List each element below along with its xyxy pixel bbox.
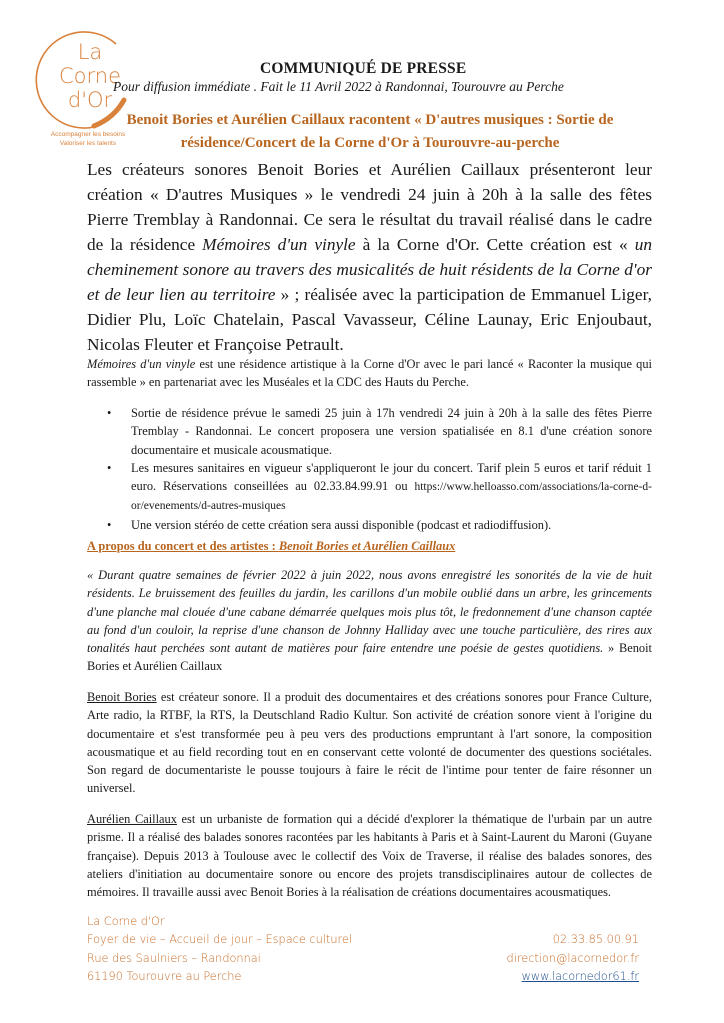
footer-website-link[interactable]: www.lacornedor61.fr bbox=[521, 969, 639, 983]
press-release-subtitle: Pour diffusion immédiate . Fait le 11 Avril 2022 à Randonnai, Tourouvre au Perche bbox=[113, 79, 564, 94]
footer-org: La Corne d'Or bbox=[87, 915, 165, 928]
bullet-item bbox=[87, 404, 652, 459]
bullet-icon: • bbox=[107, 406, 112, 420]
bio-aurelien-caillaux bbox=[87, 810, 652, 901]
logo-line-3: d'Or bbox=[67, 88, 113, 112]
lead-paragraph bbox=[87, 157, 652, 357]
bullet-item bbox=[87, 516, 652, 534]
bullet-icon: • bbox=[107, 517, 112, 532]
lead-text-2: à la Corne d'Or. Cette création est « bbox=[355, 235, 635, 254]
lead-italic-1: Mémoires d'un vinyle bbox=[202, 235, 356, 254]
bullet-icon: • bbox=[107, 460, 112, 475]
quote-text: « Durant quatre semaines de février 2022 à juin 2022, nous avons enregistré les sonorités de la vie de huit résidents. Le bruissement des feuilles du jardin, les carillons d'un mobile oublié dans un arbre, les grincements d'une planche mal clouée d'une cabane démarrée quelques mois plus tôt, le fredonnement d'une chanson captée au fond d'un couloir, la reprise d'une chanson de Johnny Halliday avec une touche particulière, des rires aux tonalités haut perchées sont autant de matières pour faire entendre une poésie de gestes quotidiens. bbox=[87, 568, 652, 656]
bullet-text: Les mesures sanitaires en vigueur s'appliqueront le jour du concert. Tarif plein 5 euros et tarif réduit 1 euro. Réservations conseillées au 02.33.84.99.91 ou bbox=[131, 460, 652, 494]
lead-text-1: Les créateurs sonores Benoit Bories et Aurélien Caillaux présenteront leur création « D'autres Musiques » le vendredi 24 juin à 20h à la salle des fêtes Pierre Tremblay à Randonnai. Ce sera le résultat du travail réalisé dans le cadre de la résidence bbox=[87, 160, 652, 254]
bio-benoit-bories bbox=[87, 688, 652, 798]
logo-wordmark bbox=[50, 40, 130, 112]
info-bullet-list bbox=[87, 404, 652, 534]
footer-contact bbox=[507, 931, 639, 986]
logo-tagline-1: Accompagner les besoins bbox=[50, 131, 126, 138]
bio-text: est créateur sonore. Il a produit des documentaires et des créations sonores pour France Culture, Arte radio, la RTBF, la RTS, la Deutschland Radio Kultur. Son activité de création sonore vient à l'origine du documentaire et s'est transformée peu à peu vers des productions empruntant à l'art sonore, la composition acousmatique et au field recording tout en en conservant cette volonté de documenter des questions sociétales. Son regard de documentariste le pousse toujours à faire le récit de l'intime pour tenter de faire résonner un universel. bbox=[87, 690, 652, 796]
bullet-text: Une version stéréo de cette création sera aussi disponible (podcast et radiodiffusion). bbox=[131, 517, 552, 532]
logo-tagline-2: Valoriser les talents bbox=[59, 140, 117, 147]
footer-phone: 02.33.85.00.91 bbox=[552, 933, 639, 947]
intro-italic: Mémoires d'un vinyle bbox=[87, 357, 196, 371]
lead-text-3: » ; réalisée avec la participation de Emmanuel Liger, Didier Plu, Loïc Chatelain, Pascal Vavasseur, Céline Launay, Eric Enjoubaut, Nicolas Fleuter et Françoise Petrault. bbox=[87, 285, 652, 354]
footer-services: Foyer de vie – Accueil de jour – Espace culturel bbox=[87, 933, 352, 947]
bio-text: est un urbaniste de formation qui a décidé d'explorer la thématique de l'urbain par un autre prisme. Il a réalisé des balades sonores racontées par les habitants à Paris et à Saint-Laurent du Maroni (Guyane française). Depuis 2013 à Toulouse avec le collectif des Voix de Traverse, il réalise des balades sonores, des ateliers d'initiation au documentaire sonore ou encore des projets transdisciplinaires autour de collectes de mémoires. Il travaille aussi avec Benoit Bories à la réalisation de créations documentaires acousmatiques. bbox=[87, 812, 652, 900]
quote-attribution: » Benoit Bories et Aurélien Caillaux bbox=[87, 641, 653, 674]
footer-city: 61190 Tourouvre au Perche bbox=[87, 969, 242, 983]
footer-address bbox=[87, 913, 352, 986]
intro-text: est une résidence artistique à la Corne d'Or avec le pari lancé « Raconter la musique qui rassemble » en partenariat avec les Muséales et la CDC des Hauts du Perche. bbox=[87, 357, 652, 390]
footer-street: Rue des Saulniers – Randonnai bbox=[87, 951, 261, 965]
bio-name: Benoit Bories bbox=[87, 690, 157, 704]
intro-paragraph bbox=[87, 355, 652, 392]
bullet-item bbox=[87, 459, 652, 516]
footer-email[interactable]: direction@lacornedor.fr bbox=[506, 951, 639, 965]
logo-line-2: Corne bbox=[58, 64, 121, 88]
section-heading-label: A propos du concert et des artistes : bbox=[87, 539, 279, 553]
press-release-title: COMMUNIQUÉ DE PRESSE bbox=[260, 60, 467, 77]
reservation-link[interactable]: https://www.helloasso.com/associations/la-corne-d-or/evenements/d-autres-musiques bbox=[131, 481, 652, 513]
artist-quote bbox=[87, 566, 652, 676]
section-heading bbox=[87, 539, 455, 554]
bullet-text: Sortie de résidence prévue le samedi 25 juin à 17h vendredi 24 juin à 20h à la salle des fêtes Pierre Tremblay - Randonnai. Le concert proposera une version spatialisée en 8.1 d'une création sonore documentaire et musicale acousmatique. bbox=[131, 406, 652, 457]
headline: Benoit Bories et Aurélien Caillaux racontent « D'autres musiques : Sortie de résidence/Concert de la Corne d'Or à Tourouvre-au-perche bbox=[126, 112, 614, 151]
section-heading-artists: Benoit Bories et Aurélien Caillaux bbox=[278, 539, 456, 553]
logo-line-1: La bbox=[77, 40, 103, 64]
lead-italic-2: un cheminement sonore au travers des musicalités de huit résidents de la Corne d'or et de leur lien au territoire bbox=[87, 235, 652, 304]
bio-name: Aurélien Caillaux bbox=[87, 812, 177, 826]
